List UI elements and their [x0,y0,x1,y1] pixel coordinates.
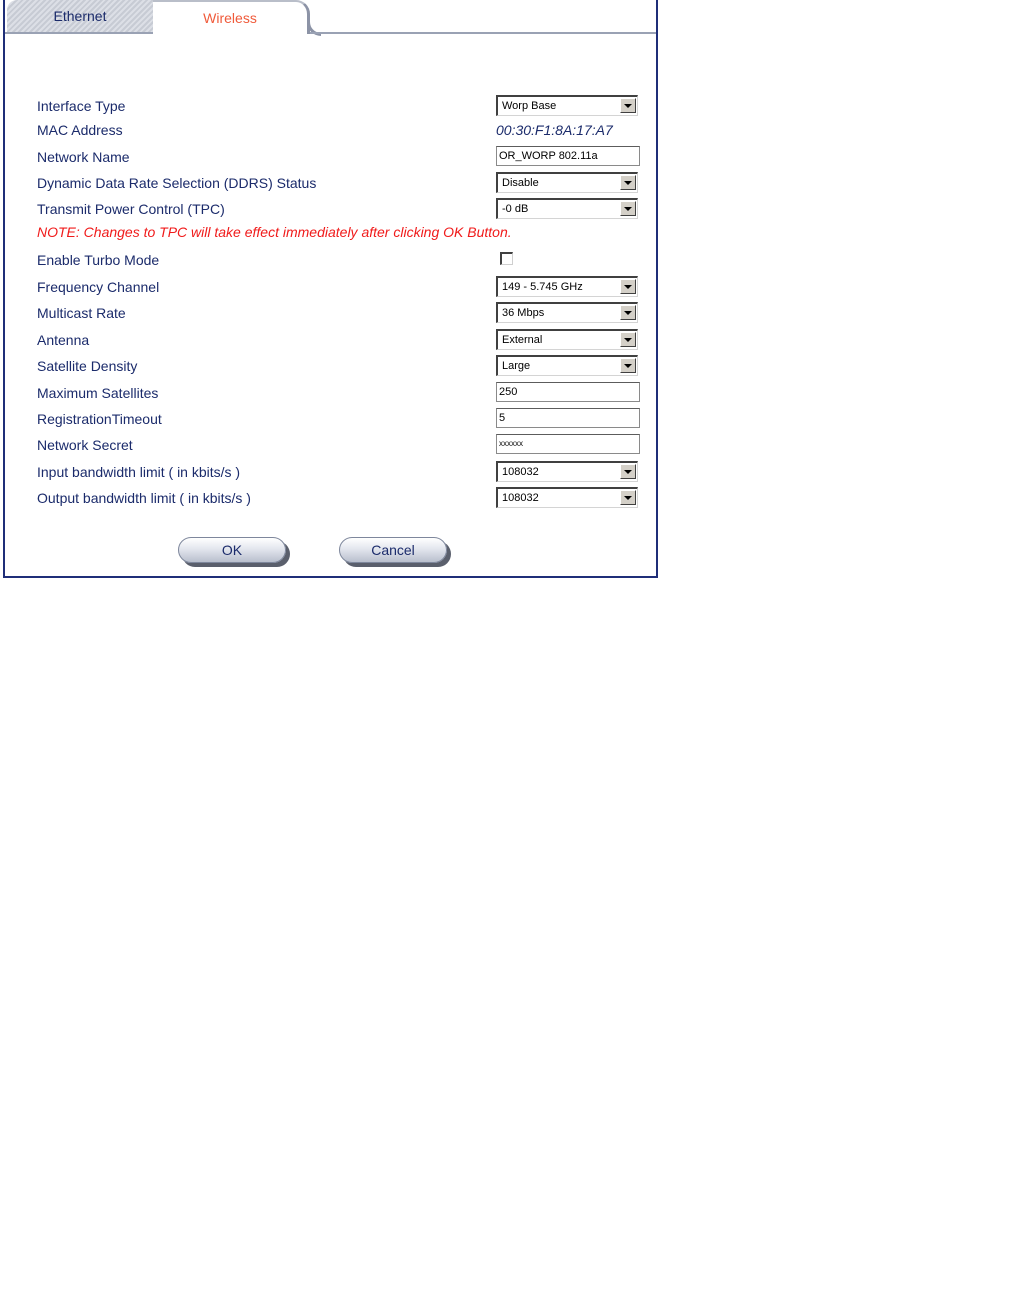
ok-button[interactable]: OK [178,537,286,563]
chevron-down-icon[interactable] [620,332,636,347]
ddrs-status-value: Disable [502,177,539,189]
output-bandwidth-value: 108032 [502,492,539,504]
frequency-channel-label: Frequency Channel [37,279,160,295]
tpc-value: -0 dB [502,203,529,215]
tab-bar [5,0,656,34]
registration-timeout-label: RegistrationTimeout [37,411,162,427]
ddrs-status-row [37,172,647,194]
network-name-label: Network Name [37,149,130,165]
output-bandwidth-select[interactable] [496,487,638,508]
network-secret-row [37,434,647,456]
interface-type-label: Interface Type [37,98,126,114]
frequency-channel-value: 149 - 5.745 GHz [502,281,583,293]
max-satellites-label: Maximum Satellites [37,385,159,401]
chevron-down-icon[interactable] [620,464,636,479]
turbo-mode-checkbox[interactable] [500,252,513,265]
network-name-row [37,146,647,168]
frequency-channel-select[interactable] [496,276,638,297]
interface-type-value: Worp Base [502,100,557,112]
chevron-down-icon[interactable] [620,358,636,373]
input-bandwidth-select[interactable] [496,461,638,482]
registration-timeout-row [37,408,647,430]
chevron-down-icon[interactable] [620,98,636,113]
ddrs-status-select[interactable] [496,172,638,193]
input-bandwidth-label: Input bandwidth limit ( in kbits/s ) [37,464,241,480]
antenna-value: External [502,334,543,346]
tpc-note: NOTE: Changes to TPC will take effect immediately after clicking OK Button. [37,224,512,240]
satellite-density-select[interactable] [496,355,638,376]
network-name-input[interactable]: OR_WORP 802.11a [496,146,640,166]
output-bandwidth-row [37,487,647,509]
tpc-label: Transmit Power Control (TPC) [37,201,225,217]
multicast-rate-value: 36 Mbps [502,307,545,319]
chevron-down-icon[interactable] [620,305,636,320]
turbo-mode-row [37,249,647,271]
input-bandwidth-row [37,461,647,483]
chevron-down-icon[interactable] [620,175,636,190]
ddrs-status-label: Dynamic Data Rate Selection (DDRS) Status [37,175,317,191]
antenna-row [37,329,647,351]
antenna-label: Antenna [37,332,90,348]
network-secret-label: Network Secret [37,437,133,453]
chevron-down-icon[interactable] [620,201,636,216]
interface-type-select[interactable] [496,95,638,116]
tpc-row [37,198,647,220]
max-satellites-row [37,382,647,404]
tab-wireless[interactable]: Wireless [153,0,310,34]
output-bandwidth-label: Output bandwidth limit ( in kbits/s ) [37,490,251,506]
tpc-select[interactable] [496,198,638,219]
max-satellites-input[interactable]: 250 [496,382,640,402]
chevron-down-icon[interactable] [620,490,636,505]
mac-address-value: 00:30:F1:8A:17:A7 [496,122,613,138]
turbo-mode-label: Enable Turbo Mode [37,252,160,268]
multicast-rate-row [37,302,647,324]
wireless-settings-panel [3,0,658,578]
chevron-down-icon[interactable] [620,279,636,294]
multicast-rate-select[interactable] [496,302,638,323]
satellite-density-row [37,355,647,377]
input-bandwidth-value: 108032 [502,466,539,478]
multicast-rate-label: Multicast Rate [37,305,126,321]
mac-address-row [37,119,647,141]
satellite-density-label: Satellite Density [37,358,138,374]
network-secret-input[interactable]: xxxxxx [496,434,640,454]
frequency-channel-row [37,276,647,298]
antenna-select[interactable] [496,329,638,350]
tab-divider [310,32,656,34]
registration-timeout-input[interactable]: 5 [496,408,640,428]
mac-address-label: MAC Address [37,122,123,138]
satellite-density-value: Large [502,360,531,372]
interface-type-row [37,95,647,117]
tab-ethernet[interactable]: Ethernet [7,0,153,34]
cancel-button[interactable]: Cancel [339,537,447,563]
